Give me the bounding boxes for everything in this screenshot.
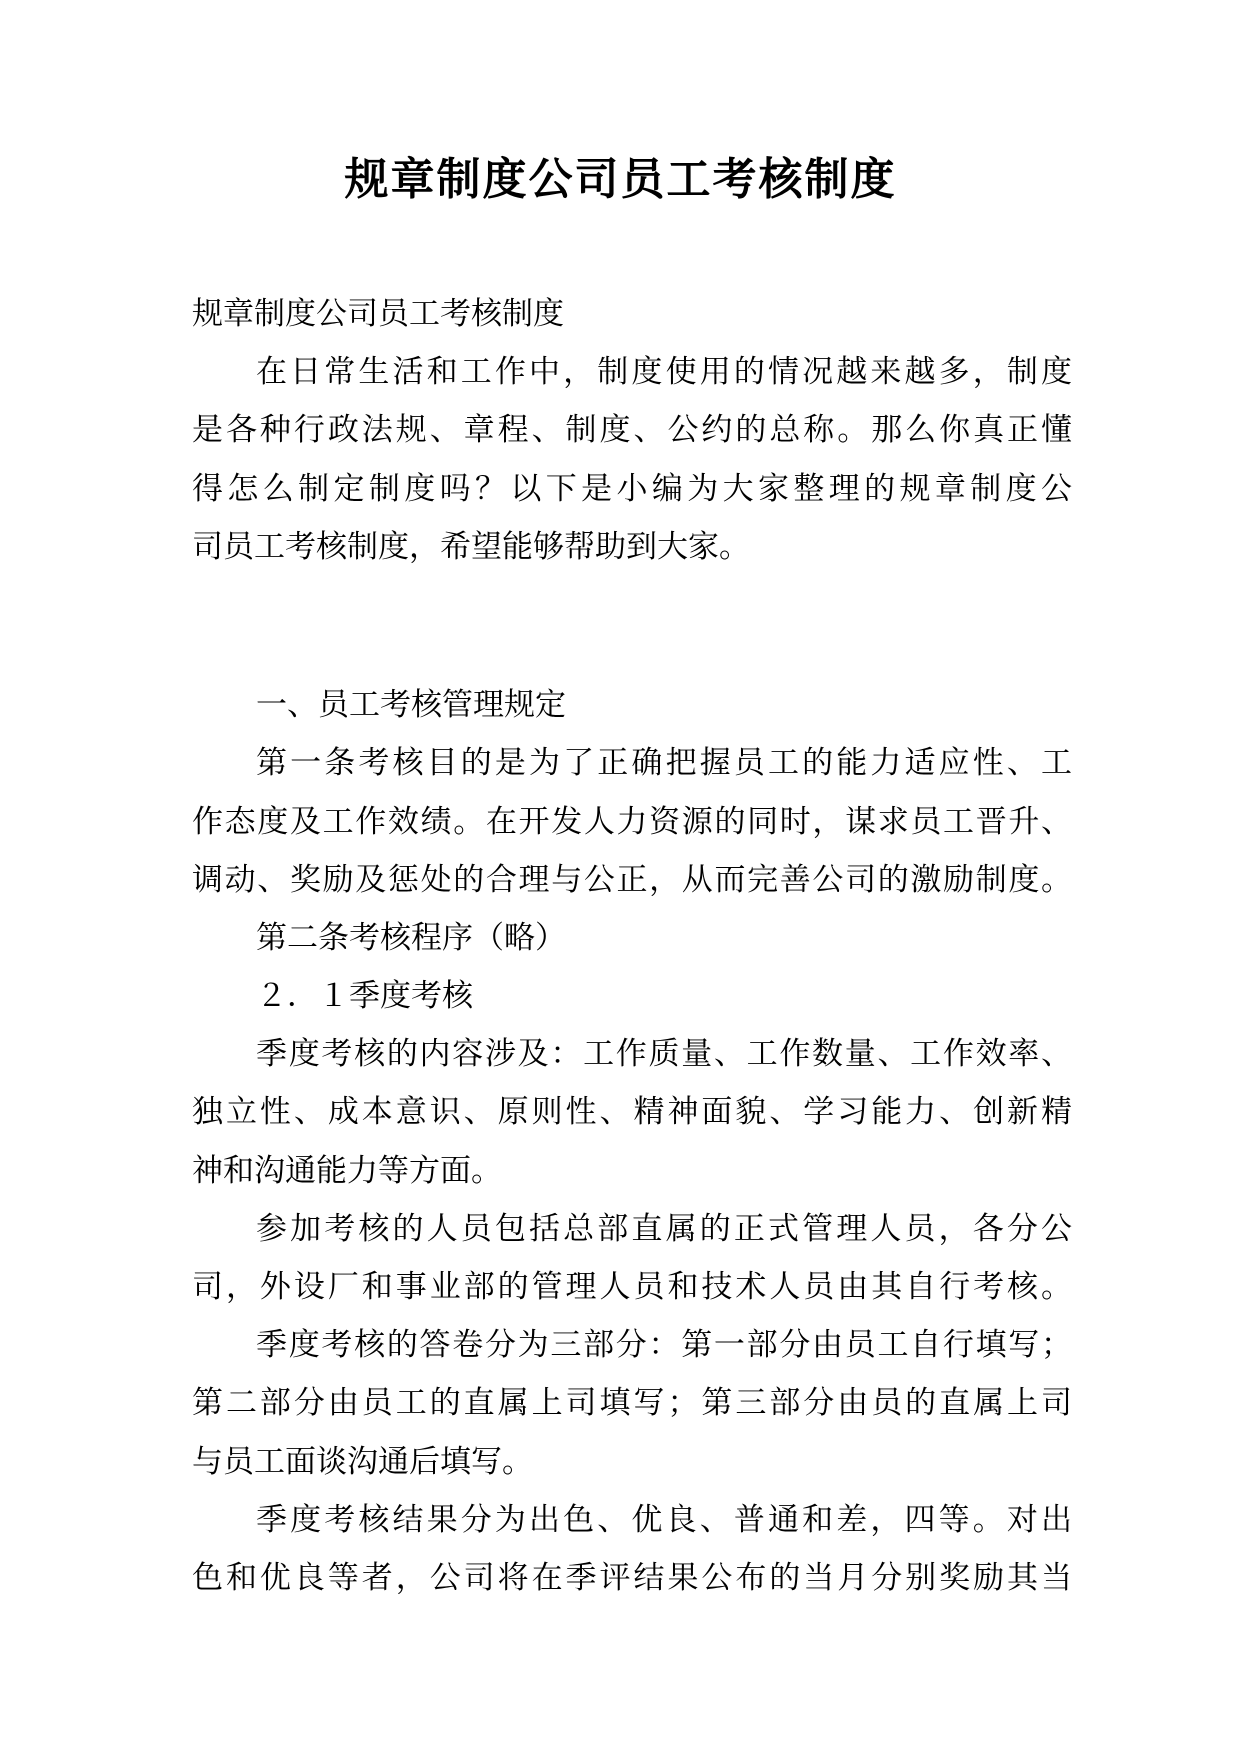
body-line: 是各种行政法规、章程、制度、公约的总称。那么你真正懂 xyxy=(192,412,1072,449)
body-line: 神和沟通能力等方面。 xyxy=(192,1152,502,1189)
body-line: 得怎么制定制度吗？以下是小编为大家整理的规章制度公 xyxy=(192,470,1072,507)
body-line: 规章制度公司员工考核制度 xyxy=(192,296,564,332)
body-line: 色和优良等者，公司将在季评结果公布的当月分别奖励其当 xyxy=(192,1559,1072,1596)
body-line: 第一条考核目的是为了正确把握员工的能力适应性、工 xyxy=(256,745,1072,782)
body-line: 司，外设厂和事业部的管理人员和技术人员由其自行考核。 xyxy=(192,1269,1072,1305)
subsection-heading: ２．１季度考核 xyxy=(256,978,473,1015)
body-line: 独立性、成本意识、原则性、精神面貌、学习能力、创新精 xyxy=(192,1094,1072,1131)
body-line: 在日常生活和工作中，制度使用的情况越来越多，制度 xyxy=(256,354,1072,391)
body-line: 作态度及工作效绩。在开发人力资源的同时，谋求员工晋升、 xyxy=(192,803,1072,840)
body-line: 季度考核的答卷分为三部分：第一部分由员工自行填写； xyxy=(256,1327,1072,1364)
document-title: 规章制度公司员工考核制度 xyxy=(344,154,897,205)
body-line: 季度考核结果分为出色、优良、普通和差，四等。对出 xyxy=(256,1501,1072,1538)
body-line: 季度考核的内容涉及：工作质量、工作数量、工作效率、 xyxy=(256,1036,1072,1073)
body-line: 司员工考核制度，希望能够帮助到大家。 xyxy=(192,528,750,565)
blank-line xyxy=(192,634,1072,676)
document-body xyxy=(192,285,1072,1607)
body-line: 第二部分由员工的直属上司填写；第三部分由员的直属上司 xyxy=(192,1385,1072,1422)
body-line: 第二条考核程序（略） xyxy=(256,919,566,956)
body-line: 与员工面谈沟通后填写。 xyxy=(192,1443,533,1480)
body-line: 调动、奖励及惩处的合理与公正，从而完善公司的激励制度。 xyxy=(192,861,1072,898)
blank-line xyxy=(192,576,1072,634)
section-heading: 一、员工考核管理规定 xyxy=(256,687,566,724)
body-line: 参加考核的人员包括总部直属的正式管理人员，各分公 xyxy=(256,1210,1072,1247)
